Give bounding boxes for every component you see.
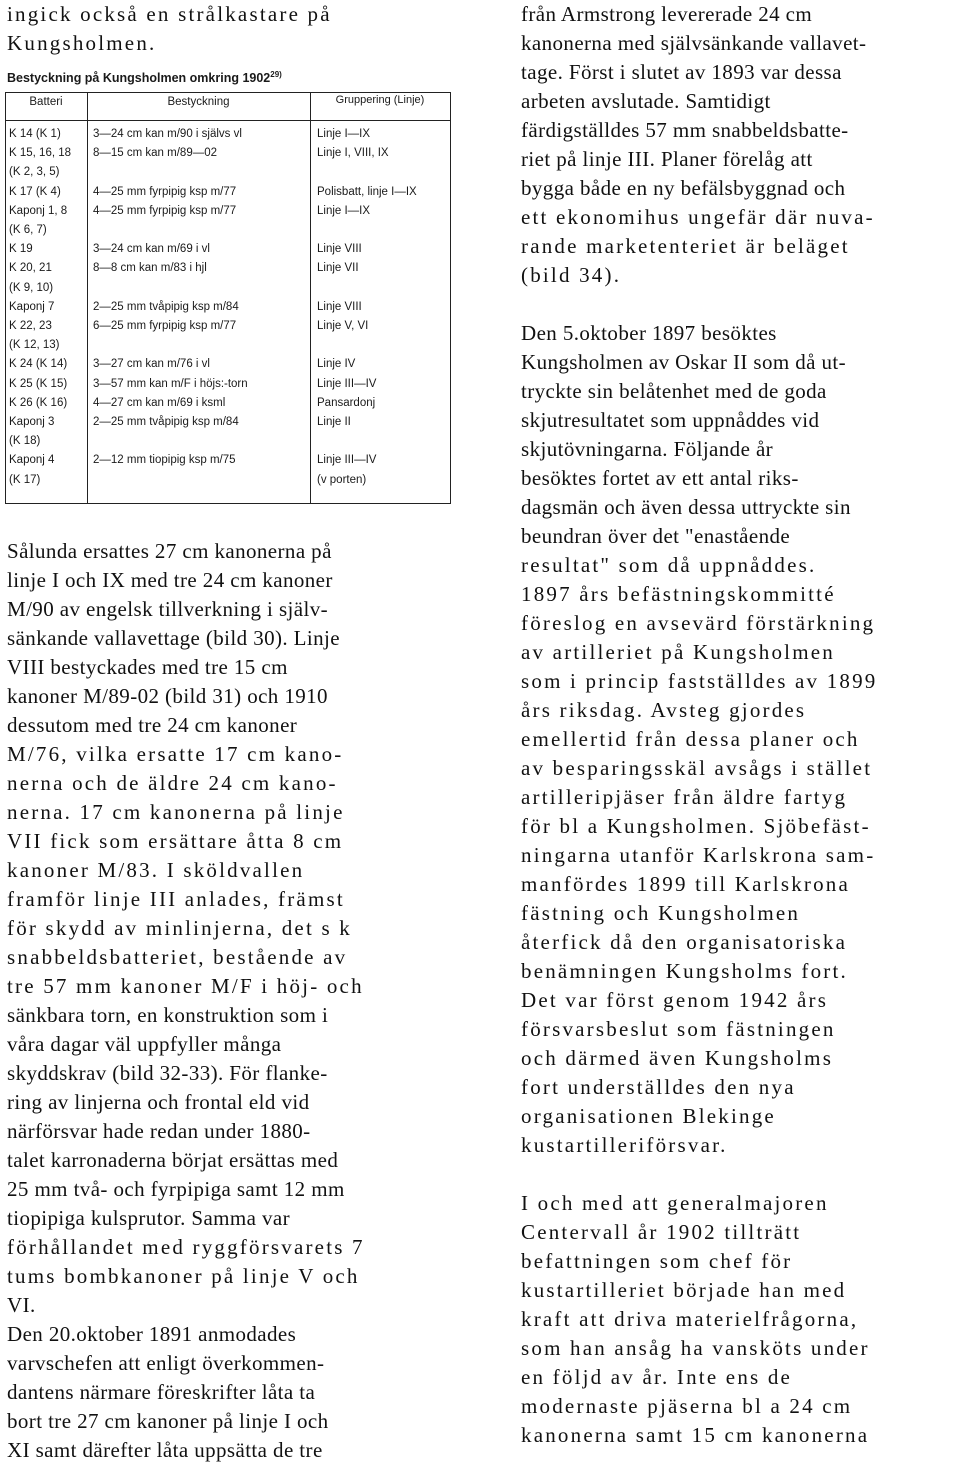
text-line: dantens närmare föreskrifter låta ta	[7, 1380, 316, 1404]
text-line: beundran över det "enastående	[521, 524, 791, 548]
text-line: Kungsholmen.	[7, 31, 157, 55]
table-cell-batteri: Kaponj 1, 8	[9, 204, 68, 217]
table-cell-batteri: (K 2, 3, 5)	[9, 166, 60, 179]
text-line: Centervall år 1902 tillträtt	[521, 1220, 802, 1244]
right-column	[521, 0, 956, 1450]
table-cell-batteri: (K 6, 7)	[9, 224, 47, 236]
text-line: befattningen som chef för	[521, 1249, 793, 1273]
text-line: kanoner M/83. I sköldvallen	[7, 858, 305, 882]
table-cell-gruppering: Linje I, VIII, IX	[317, 147, 389, 160]
table-cell-gruppering: (v porten)	[317, 473, 367, 486]
text-line: bygga både en ny befälsbyggnad och	[521, 176, 846, 200]
text-line: tiopipiga kulsprutor. Samma var	[7, 1206, 291, 1230]
table-cell-batteri: K 24 (K 14)	[9, 358, 68, 371]
text-line: Den 5.oktober 1897 besöktes	[521, 321, 777, 345]
text-line: artilleripjäser från äldre fartyg	[521, 785, 848, 809]
table-cell-batteri: K 22, 23	[9, 320, 52, 332]
armament-table-figure	[5, 68, 451, 504]
table-header-batteri: Batteri	[29, 96, 63, 108]
text-line: ingick också en strålkastare på	[7, 2, 332, 26]
text-line: arbeten avslutade. Samtidigt	[521, 89, 771, 113]
table-cell-batteri: K 17 (K 4)	[9, 185, 61, 198]
text-line: kanonerna med självsänkande vallavet-	[521, 31, 867, 55]
text-line: för skydd av minlinjerna, det s k	[7, 916, 352, 940]
table-cell-gruppering: Linje VIII	[317, 300, 362, 313]
text-line: rande marketenteriet är beläget	[521, 234, 850, 258]
left-body-text	[7, 537, 447, 1465]
text-line: Sålunda ersattes 27 cm kanonerna på	[7, 539, 332, 563]
text-line: besöktes fortet av ett antal riks-	[521, 466, 799, 490]
table-title: Bestyckning på Kungsholmen omkring 1902$^{29)}$	[7, 70, 282, 86]
text-line: XI samt därefter låta uppsätta de tre	[7, 1438, 323, 1462]
text-line: av besparingsskäl avsågs i stället	[521, 756, 873, 780]
text-line: M/76, vilka ersatte 17 cm kano-	[7, 742, 344, 766]
text-line: 1897 års befästningskommitté	[521, 582, 836, 606]
table-cell-gruppering: Linje III—IV	[317, 377, 377, 390]
text-line: som han ansåg ha vansköts under	[521, 1336, 870, 1360]
text-line: I och med att generalmajoren	[521, 1191, 829, 1215]
table-cell-bestyckning: 3—27 cm kan m/76 i vl	[93, 358, 210, 371]
paragraph	[521, 319, 956, 1160]
text-line: färdigställdes 57 mm snabbeldsbatte-	[521, 118, 849, 142]
table-cell-gruppering: Linje IV	[317, 358, 356, 371]
table-cell-batteri: K 20, 21	[9, 262, 52, 275]
text-line: en följd av år. Inte ens de	[521, 1365, 793, 1389]
text-line: föreslog en avsevärd förstärkning	[521, 611, 876, 635]
table-cell-bestyckning: 2—25 mm tvåpipig ksp m/84	[93, 416, 239, 428]
table-cell-gruppering: Polisbatt, linje I—IX	[317, 185, 417, 198]
text-line: för bl a Kungsholmen. Sjöbefäst-	[521, 814, 871, 838]
table-cell-bestyckning: 4—27 cm kan m/69 i ksml	[93, 396, 226, 409]
text-line: varvschefen att enligt överkommen-	[7, 1351, 325, 1375]
text-line: tums bombkanoner på linje V och	[7, 1264, 360, 1288]
table-header-bestyckning: Bestyckning	[167, 96, 230, 108]
table-cell-gruppering: Linje V, VI	[317, 320, 369, 332]
table-cell-batteri: K 19	[9, 243, 33, 256]
text-line: dagsmän och även dessa uttryckte sin	[521, 495, 851, 519]
text-line: skyddskrav (bild 32-33). För flanke-	[7, 1061, 328, 1085]
text-line: tryckte sin belåtenhet med de goda	[521, 379, 827, 403]
text-line: nerna och de äldre 24 cm kano-	[7, 771, 338, 795]
table-cell-bestyckning: 4—25 mm fyrpipig ksp m/77	[93, 204, 237, 217]
text-line: organisationen Blekinge	[521, 1104, 776, 1128]
paragraph	[521, 1189, 956, 1450]
table-cell-batteri: (K 17)	[9, 473, 41, 486]
table-cell-gruppering: Pansardonj	[317, 396, 376, 409]
text-line: linje I och IX med tre 24 cm kanoner	[7, 568, 333, 592]
table-cell-bestyckning: 8—8 cm kan m/83 i hjl	[93, 262, 207, 275]
table-cell-batteri: (K 18)	[9, 435, 41, 448]
text-line: våra dagar väl uppfyller många	[7, 1032, 282, 1056]
table-cell-bestyckning: 6—25 mm fyrpipig ksp m/77	[93, 320, 237, 332]
text-line: återfick då den organisatoriska	[521, 930, 848, 954]
text-line: M/90 av engelsk tillverkning i själv-	[7, 597, 329, 621]
text-line: som i princip fastställdes av 1899	[521, 669, 878, 693]
text-line: Kungsholmen av Oskar II som då ut-	[521, 350, 847, 374]
text-line: fästning och Kungsholmen	[521, 901, 801, 925]
text-line: och därmed även Kungsholms	[521, 1046, 834, 1070]
text-line: kustartilleriförsvar.	[521, 1133, 728, 1157]
table-cell-batteri: K 14 (K 1)	[9, 128, 61, 140]
table-cell-bestyckning: 3—24 cm kan m/69 i vl	[93, 243, 210, 256]
text-line: manfördes 1899 till Karlskrona	[521, 872, 851, 896]
text-line: benämningen Kungsholms fort.	[521, 959, 848, 983]
text-line: resultat" som då uppnåddes.	[521, 553, 817, 577]
text-line: snabbeldsbatteriet, bestående av	[7, 945, 348, 969]
text-line: sänkbara torn, en konstruktion som i	[7, 1003, 329, 1027]
text-line: nerna. 17 cm kanonerna på linje	[7, 800, 345, 824]
table-cell-bestyckning: 2—25 mm tvåpipig ksp m/84	[93, 300, 239, 313]
left-column	[7, 0, 447, 58]
armament-table	[5, 92, 451, 504]
text-line: riet på linje III. Planer förelåg att	[521, 147, 813, 171]
paragraph	[521, 0, 956, 290]
table-cell-bestyckning: 8—15 cm kan m/89—02	[93, 147, 218, 160]
table-cell-batteri: Kaponj 3	[9, 416, 55, 428]
table-cell-gruppering: Linje VII	[317, 262, 359, 275]
text-line: skjutövningarna. Följande år	[521, 437, 774, 461]
table-cell-bestyckning: 3—24 cm kan m/90 i självs vl	[93, 128, 242, 140]
text-line: försvarsbeslut som fästningen	[521, 1017, 836, 1041]
text-line: framför linje III anlades, främst	[7, 887, 345, 911]
text-line: tage. Först i slutet av 1893 var dessa	[521, 60, 842, 84]
table-cell-bestyckning: 2—12 mm tiopipig ksp m/75	[93, 454, 236, 467]
text-line: kustartilleriet började han med	[521, 1278, 847, 1302]
text-line: VIII bestyckades med tre 15 cm	[7, 655, 288, 679]
text-line: VI.	[7, 1293, 36, 1317]
text-line: VII fick som ersättare åtta 8 cm	[7, 829, 344, 853]
text-line: 25 mm två- och fyrpipiga samt 12 mm	[7, 1177, 345, 1201]
text-line: ett ekonomihus ungefär där nuva-	[521, 205, 875, 229]
table-cell-gruppering: Linje II	[317, 416, 351, 428]
text-line: (bild 34).	[521, 263, 622, 287]
text-line: kanonerna samt 15 cm kanonerna	[521, 1423, 870, 1447]
text-line: ningarna utanför Karlskrona sam-	[521, 843, 876, 867]
text-line: kanoner M/89-02 (bild 31) och 1910	[7, 684, 328, 708]
table-cell-batteri: K 15, 16, 18	[9, 147, 72, 160]
table-cell-bestyckning: 3—57 mm kan m/F i höjs:-torn	[93, 377, 248, 390]
table-cell-gruppering: Linje I—IX	[317, 204, 371, 217]
table-cell-batteri: Kaponj 4	[9, 454, 55, 467]
text-line: kraft att driva materielfrågorna,	[521, 1307, 859, 1331]
text-line: från Armstrong levererade 24 cm	[521, 2, 813, 26]
text-line: års riksdag. Avsteg gjordes	[521, 698, 807, 722]
text-line: dessutom med tre 24 cm kanoner	[7, 713, 298, 737]
text-line: Det var först genom 1942 års	[521, 988, 829, 1012]
text-line: emellertid från dessa planer och	[521, 727, 860, 751]
text-line: skjutresultatet som uppnåddes vid	[521, 408, 820, 432]
table-cell-batteri: (K 9, 10)	[9, 281, 54, 294]
text-line: bort tre 27 cm kanoner på linje I och	[7, 1409, 329, 1433]
text-line: närförsvar hade redan under 1880-	[7, 1119, 311, 1143]
table-cell-batteri: Kaponj 7	[9, 300, 55, 313]
text-line: fort underställdes den nya	[521, 1075, 796, 1099]
table-cell-batteri: (K 12, 13)	[9, 339, 60, 352]
table-cell-batteri: K 26 (K 16)	[9, 396, 68, 409]
text-line: modernaste pjäserna bl a 24 cm	[521, 1394, 853, 1418]
table-cell-gruppering: Linje III—IV	[317, 454, 377, 467]
text-line: av artilleriet på Kungsholmen	[521, 640, 835, 664]
text-line: ring av linjerna och frontal eld vid	[7, 1090, 310, 1114]
text-line: Den 20.oktober 1891 anmodades	[7, 1322, 297, 1346]
text-line: talet karronaderna börjat ersättas med	[7, 1148, 339, 1172]
text-line: tre 57 mm kanoner M/F i höj- och	[7, 974, 364, 998]
text-line: förhållandet med ryggförsvarets 7	[7, 1235, 365, 1259]
table-cell-gruppering: Linje VIII	[317, 243, 362, 256]
table-cell-bestyckning: 4—25 mm fyrpipig ksp m/77	[93, 185, 237, 198]
table-header-gruppering: Gruppering (Linje)	[335, 94, 425, 106]
table-cell-gruppering: Linje I—IX	[317, 128, 371, 140]
table-cell-batteri: K 25 (K 15)	[9, 377, 68, 390]
text-line: sänkande vallavettage (bild 30). Linje	[7, 626, 340, 650]
